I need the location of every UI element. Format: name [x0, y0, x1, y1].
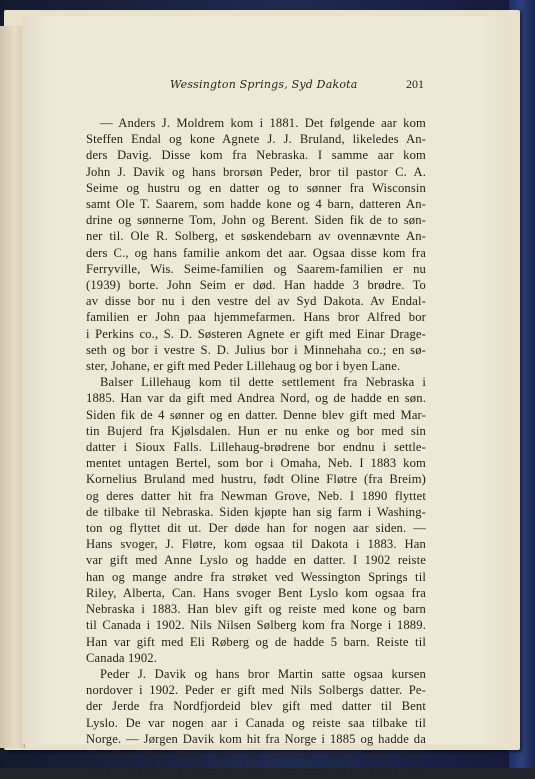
running-head: Wessington Springs, Syd Dakota [170, 78, 358, 91]
text-line: Canada 1902. [86, 650, 158, 665]
text-line: Lyslo. De var nogen aar i Canada og reiste saa tilbake til [86, 715, 426, 730]
text-line: Hans svoger, J. Fløtre, kom ogsaa til Dakota i 1883. Han [86, 537, 426, 552]
text-line: drine og sønnerne Tom, John og Berent. Siden fik de to søn- [86, 213, 426, 228]
text-line: samt Ole T. Saarem, som hadde kone og 4 barn, datteren An- [86, 197, 426, 212]
text-line: Kornelius Bruland med hustru, født Oline Fløtre (fra Breim) [86, 472, 426, 487]
text-line: Han var gift med Eli Røberg og de hadde 5 barn. Reiste til [86, 634, 426, 649]
text-line: Seime og hustru og en datter og to sønner fra Wisconsin [86, 180, 426, 195]
body-text [86, 115, 426, 779]
text-line: i Perkins co., S. D. Søsteren Agnete er gift med Einar Drage- [86, 326, 426, 341]
text-line: familien er John paa hjemmefarmen. Hans bror Alfred bor [86, 310, 426, 325]
text-line: 1885. Han var da gift med Andrea Nord, og de hadde en søn. [86, 391, 426, 406]
text-line: ster, Johane, er gift med Peder Lillehaug og bor i byen Lane. [86, 359, 401, 374]
text-line: Nebraska i 1883. Han blev gift og reiste med kone og barn [86, 602, 426, 617]
text-line: Ferryville, Wis. Seime-familien og Saarem-familien er nu [86, 261, 426, 276]
text-line: datter i Sioux Falls. Lillehaug-brødrene bor endnu i settle- [86, 440, 426, 455]
text-line: John J. Davik og hans brorsøn Peder, bror til pastor C. A. [86, 164, 426, 179]
text-line: Riley, Alberta, Can. Hans svoger Bent Lyslo kom ogsaa fra [86, 585, 426, 600]
text-line: 3 voksne barn, Brita, Josef og Sameline. Deres yngre barn, [86, 747, 426, 762]
page-number: 201 [406, 77, 424, 91]
text-line: og deres datter hit fra Newman Grove, Neb. I 1890 flyttet [86, 488, 426, 503]
text-line: tin Bujerd fra Kjølsdalen. Hun er nu enke og bor med sin [86, 423, 426, 438]
text-line: Steffen Endal og kone Agnete J. J. Bruland, likeledes An- [86, 132, 426, 147]
text-line: ders Davig. Disse kom fra Nebraska. I samme aar kom [86, 148, 426, 163]
text-line: han og mange andre fra strøket ved Wessington Springs til [86, 569, 426, 584]
text-line: Peder, Martin og Rasmus, blev konfirmert her. Jørgen Da- [86, 764, 426, 779]
text-line: de tilbake til Nebraska. Siden kjøpte han sig farm i Washing- [86, 504, 426, 519]
text-line: (1939) borte. John Seim er død. Han hadde 3 brødre. To [86, 278, 426, 293]
text-line: Siden fik de 4 sønner og en datter. Denne blev gift med Mar- [86, 407, 426, 422]
text-line: mentet untagen Bertel, som bor i Omaha, Neb. I 1883 kom [86, 456, 426, 471]
text-line: Balser Lillehaug kom til dette settlement fra Nebraska i [100, 375, 426, 390]
text-line: var gift med Anne Lyslo og hadde en datter. I 1902 reiste [86, 553, 426, 568]
text-line: ner til. Ole R. Solberg, et søskendebarn av ovennævnte An- [86, 229, 426, 244]
text-line: der Jerde fra Nordfjordeid blev gift med datter til Bent [86, 699, 426, 714]
text-line: nordover i 1902. Peder er gift med Nils Solbergs datter. Pe- [86, 683, 426, 698]
text-line: av disse bor nu i den vestre del av Syd Dakota. Av Endal- [86, 294, 426, 309]
text-line: ton og flyttet dit ut. Der døde han for nogen aar siden. — [86, 521, 426, 536]
text-line: ders C., og hans familie ankom det aar. Ogsaa disse kom fra [86, 245, 426, 260]
text-line: seth og bor i vestre S. D. Julius bor i Minnehaha co.; en sø- [86, 342, 426, 357]
text-line: Norge. — Jørgen Davik kom hit fra Norge i 1885 og hadde da [86, 731, 426, 746]
text-line: — Anders J. Moldrem kom i 1881. Det følgende aar kom [100, 116, 426, 130]
text-line: til Canada i 1902. Nils Nilsen Sølberg kom fra Norge i 1889. [86, 618, 426, 633]
text-line: Peder J. Davik og hans bror Martin satte ogsaa kursen [100, 666, 426, 681]
